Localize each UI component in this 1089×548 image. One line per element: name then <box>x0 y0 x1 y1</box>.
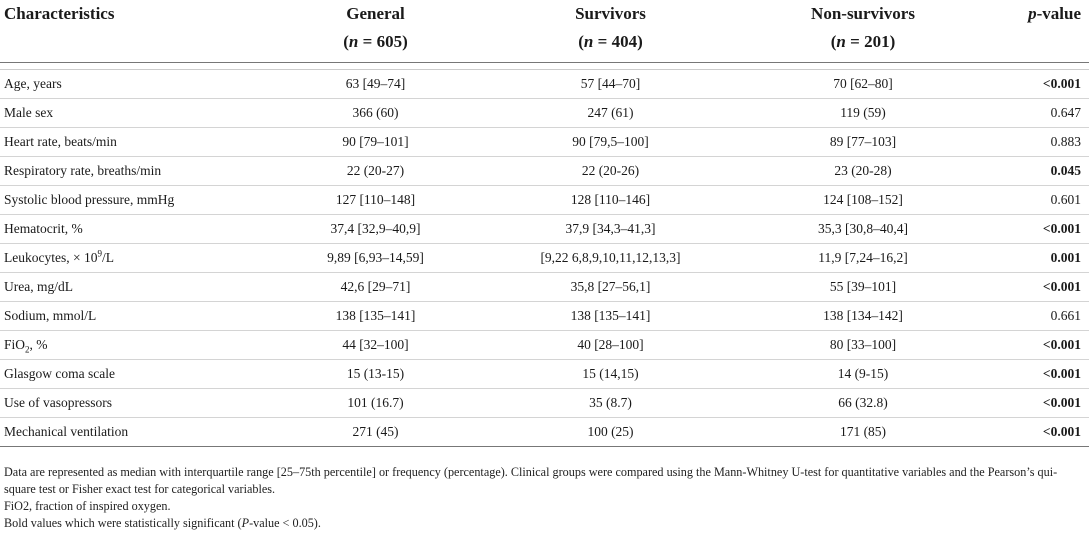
cell-p-value: 0.045 <box>998 157 1089 186</box>
cell-non-survivors: 70 [62–80] <box>728 70 998 99</box>
cell-p-value: <0.001 <box>998 360 1089 389</box>
cell-p-value: <0.001 <box>998 389 1089 418</box>
cell-survivors: 22 (20-26) <box>493 157 728 186</box>
row-label-superscript: 9 <box>97 248 102 259</box>
footnote-bold-values <box>4 515 1084 532</box>
row-label: Heart rate, beats/min <box>0 128 258 157</box>
row-label-prefix: FiO <box>4 337 26 352</box>
cell-general: 366 (60) <box>258 99 493 128</box>
row-label: Male sex <box>0 99 258 128</box>
header-survivors-label: Survivors <box>575 4 646 23</box>
header-survivors-n <box>493 28 728 56</box>
cell-p-value: <0.001 <box>998 273 1089 302</box>
header-non-survivors-n-value: = 201) <box>850 32 896 51</box>
cell-non-survivors: 171 (85) <box>728 418 998 447</box>
cell-survivors: 15 (14,15) <box>493 360 728 389</box>
row-label: Respiratory rate, breaths/min <box>0 157 258 186</box>
row-label <box>0 244 258 273</box>
cell-general: 127 [110–148] <box>258 186 493 215</box>
row-label: Glasgow coma scale <box>0 360 258 389</box>
row-label-suffix: , % <box>29 337 48 352</box>
table-row <box>0 418 1089 447</box>
cell-p-value: 0.647 <box>998 99 1089 128</box>
row-label-prefix: Leukocytes, × 10 <box>4 250 98 265</box>
cell-p-value: 0.001 <box>998 244 1089 273</box>
header-survivors-n-value: = 404) <box>597 32 643 51</box>
cell-non-survivors: 35,3 [30,8–40,4] <box>728 215 998 244</box>
cell-survivors: 35 (8.7) <box>493 389 728 418</box>
cell-p-value: 0.883 <box>998 128 1089 157</box>
cell-p-value: 0.661 <box>998 302 1089 331</box>
header-spacer-row <box>0 63 1089 70</box>
cell-general: 15 (13-15) <box>258 360 493 389</box>
cell-survivors: 90 [79,5–100] <box>493 128 728 157</box>
row-label: Age, years <box>0 70 258 99</box>
cell-survivors: 100 (25) <box>493 418 728 447</box>
row-label-subscript: 2 <box>25 344 30 355</box>
row-label <box>0 331 258 360</box>
cell-survivors: 57 [44–70] <box>493 70 728 99</box>
header-non-survivors-n-open: ( <box>830 32 837 51</box>
cell-p-value: <0.001 <box>998 418 1089 447</box>
cell-survivors: 40 [28–100] <box>493 331 728 360</box>
cell-non-survivors: 138 [134–142] <box>728 302 998 331</box>
cell-non-survivors: 66 (32.8) <box>728 389 998 418</box>
cell-general: 37,4 [32,9–40,9] <box>258 215 493 244</box>
header-non-survivors-label: Non-survivors <box>811 4 915 23</box>
header-p-letter: p <box>1028 4 1037 23</box>
cell-p-value: <0.001 <box>998 70 1089 99</box>
header-non-survivors-n-letter: n <box>836 32 846 51</box>
table-row <box>0 70 1089 99</box>
header-general <box>258 0 493 63</box>
row-label-suffix: /L <box>101 250 114 265</box>
row-label: Mechanical ventilation <box>0 418 258 447</box>
header-p-suffix: -value <box>1036 4 1081 23</box>
cell-non-survivors: 11,9 [7,24–16,2] <box>728 244 998 273</box>
table-row <box>0 99 1089 128</box>
table-row <box>0 302 1089 331</box>
table-row <box>0 360 1089 389</box>
footnote-bold-prefix: Bold values which were statistically significant ( <box>4 516 242 530</box>
table-footnotes <box>4 464 1084 532</box>
cell-survivors: 247 (61) <box>493 99 728 128</box>
table-row <box>0 128 1089 157</box>
cell-general: 63 [49–74] <box>258 70 493 99</box>
header-characteristics-label: Characteristics <box>4 4 115 23</box>
header-general-n <box>258 28 493 56</box>
cell-non-survivors: 124 [108–152] <box>728 186 998 215</box>
cell-general: 90 [79–101] <box>258 128 493 157</box>
cell-general: 101 (16.7) <box>258 389 493 418</box>
row-label: Sodium, mmol/L <box>0 302 258 331</box>
cell-general: 9,89 [6,93–14,59] <box>258 244 493 273</box>
cell-survivors: 35,8 [27–56,1] <box>493 273 728 302</box>
cell-p-value: 0.601 <box>998 186 1089 215</box>
header-general-n-open: ( <box>343 32 349 51</box>
cell-non-survivors: 55 [39–101] <box>728 273 998 302</box>
cell-survivors: 138 [135–141] <box>493 302 728 331</box>
row-label: Systolic blood pressure, mmHg <box>0 186 258 215</box>
cell-non-survivors: 89 [77–103] <box>728 128 998 157</box>
header-general-label: General <box>346 4 405 23</box>
cell-non-survivors: 14 (9-15) <box>728 360 998 389</box>
header-spacer-cell <box>0 63 1089 70</box>
cell-non-survivors: 80 [33–100] <box>728 331 998 360</box>
cell-general: 271 (45) <box>258 418 493 447</box>
footnote-bold-suffix: -value < 0.05). <box>249 516 321 530</box>
cell-general: 22 (20-27) <box>258 157 493 186</box>
row-label: Hematocrit, % <box>0 215 258 244</box>
header-general-n-value: = 605) <box>362 32 408 51</box>
header-p-value <box>998 0 1089 63</box>
cell-survivors: 128 [110–146] <box>493 186 728 215</box>
header-survivors-n-letter: n <box>583 32 594 51</box>
header-survivors-n-open: ( <box>578 32 584 51</box>
header-non-survivors <box>728 0 998 63</box>
header-general-n-letter: n <box>348 32 359 51</box>
table-row <box>0 331 1089 360</box>
table-row <box>0 215 1089 244</box>
cell-general: 138 [135–141] <box>258 302 493 331</box>
table-row <box>0 389 1089 418</box>
row-label: Use of vasopressors <box>0 389 258 418</box>
header-non-survivors-n <box>728 28 998 56</box>
footnote-data-representation: Data are represented as median with interquartile range [25–75th percentile] or frequency (percentage). Clinical groups were compared using the Mann-Whitney U-test for quantitative variables and the Pearson’s qui-square test or Fisher exact test for categorical variables. <box>4 465 1058 496</box>
cell-non-survivors: 119 (59) <box>728 99 998 128</box>
cell-general: 42,6 [29–71] <box>258 273 493 302</box>
table-header-row <box>0 0 1089 63</box>
header-survivors <box>493 0 728 63</box>
header-characteristics <box>0 0 258 63</box>
cell-p-value: <0.001 <box>998 215 1089 244</box>
footnote-bold-italic-p: P <box>241 516 250 530</box>
cell-non-survivors: 23 (20-28) <box>728 157 998 186</box>
row-label: Urea, mg/dL <box>0 273 258 302</box>
table-row <box>0 186 1089 215</box>
table-row <box>0 273 1089 302</box>
cell-general: 44 [32–100] <box>258 331 493 360</box>
cell-survivors: [9,22 6,8,9,10,11,12,13,3] <box>493 244 728 273</box>
table-row <box>0 157 1089 186</box>
table-row <box>0 244 1089 273</box>
cell-p-value: <0.001 <box>998 331 1089 360</box>
footnote-fio2-definition: FiO2, fraction of inspired oxygen. <box>4 499 171 513</box>
cell-survivors: 37,9 [34,3–41,3] <box>493 215 728 244</box>
table-body <box>0 63 1089 447</box>
